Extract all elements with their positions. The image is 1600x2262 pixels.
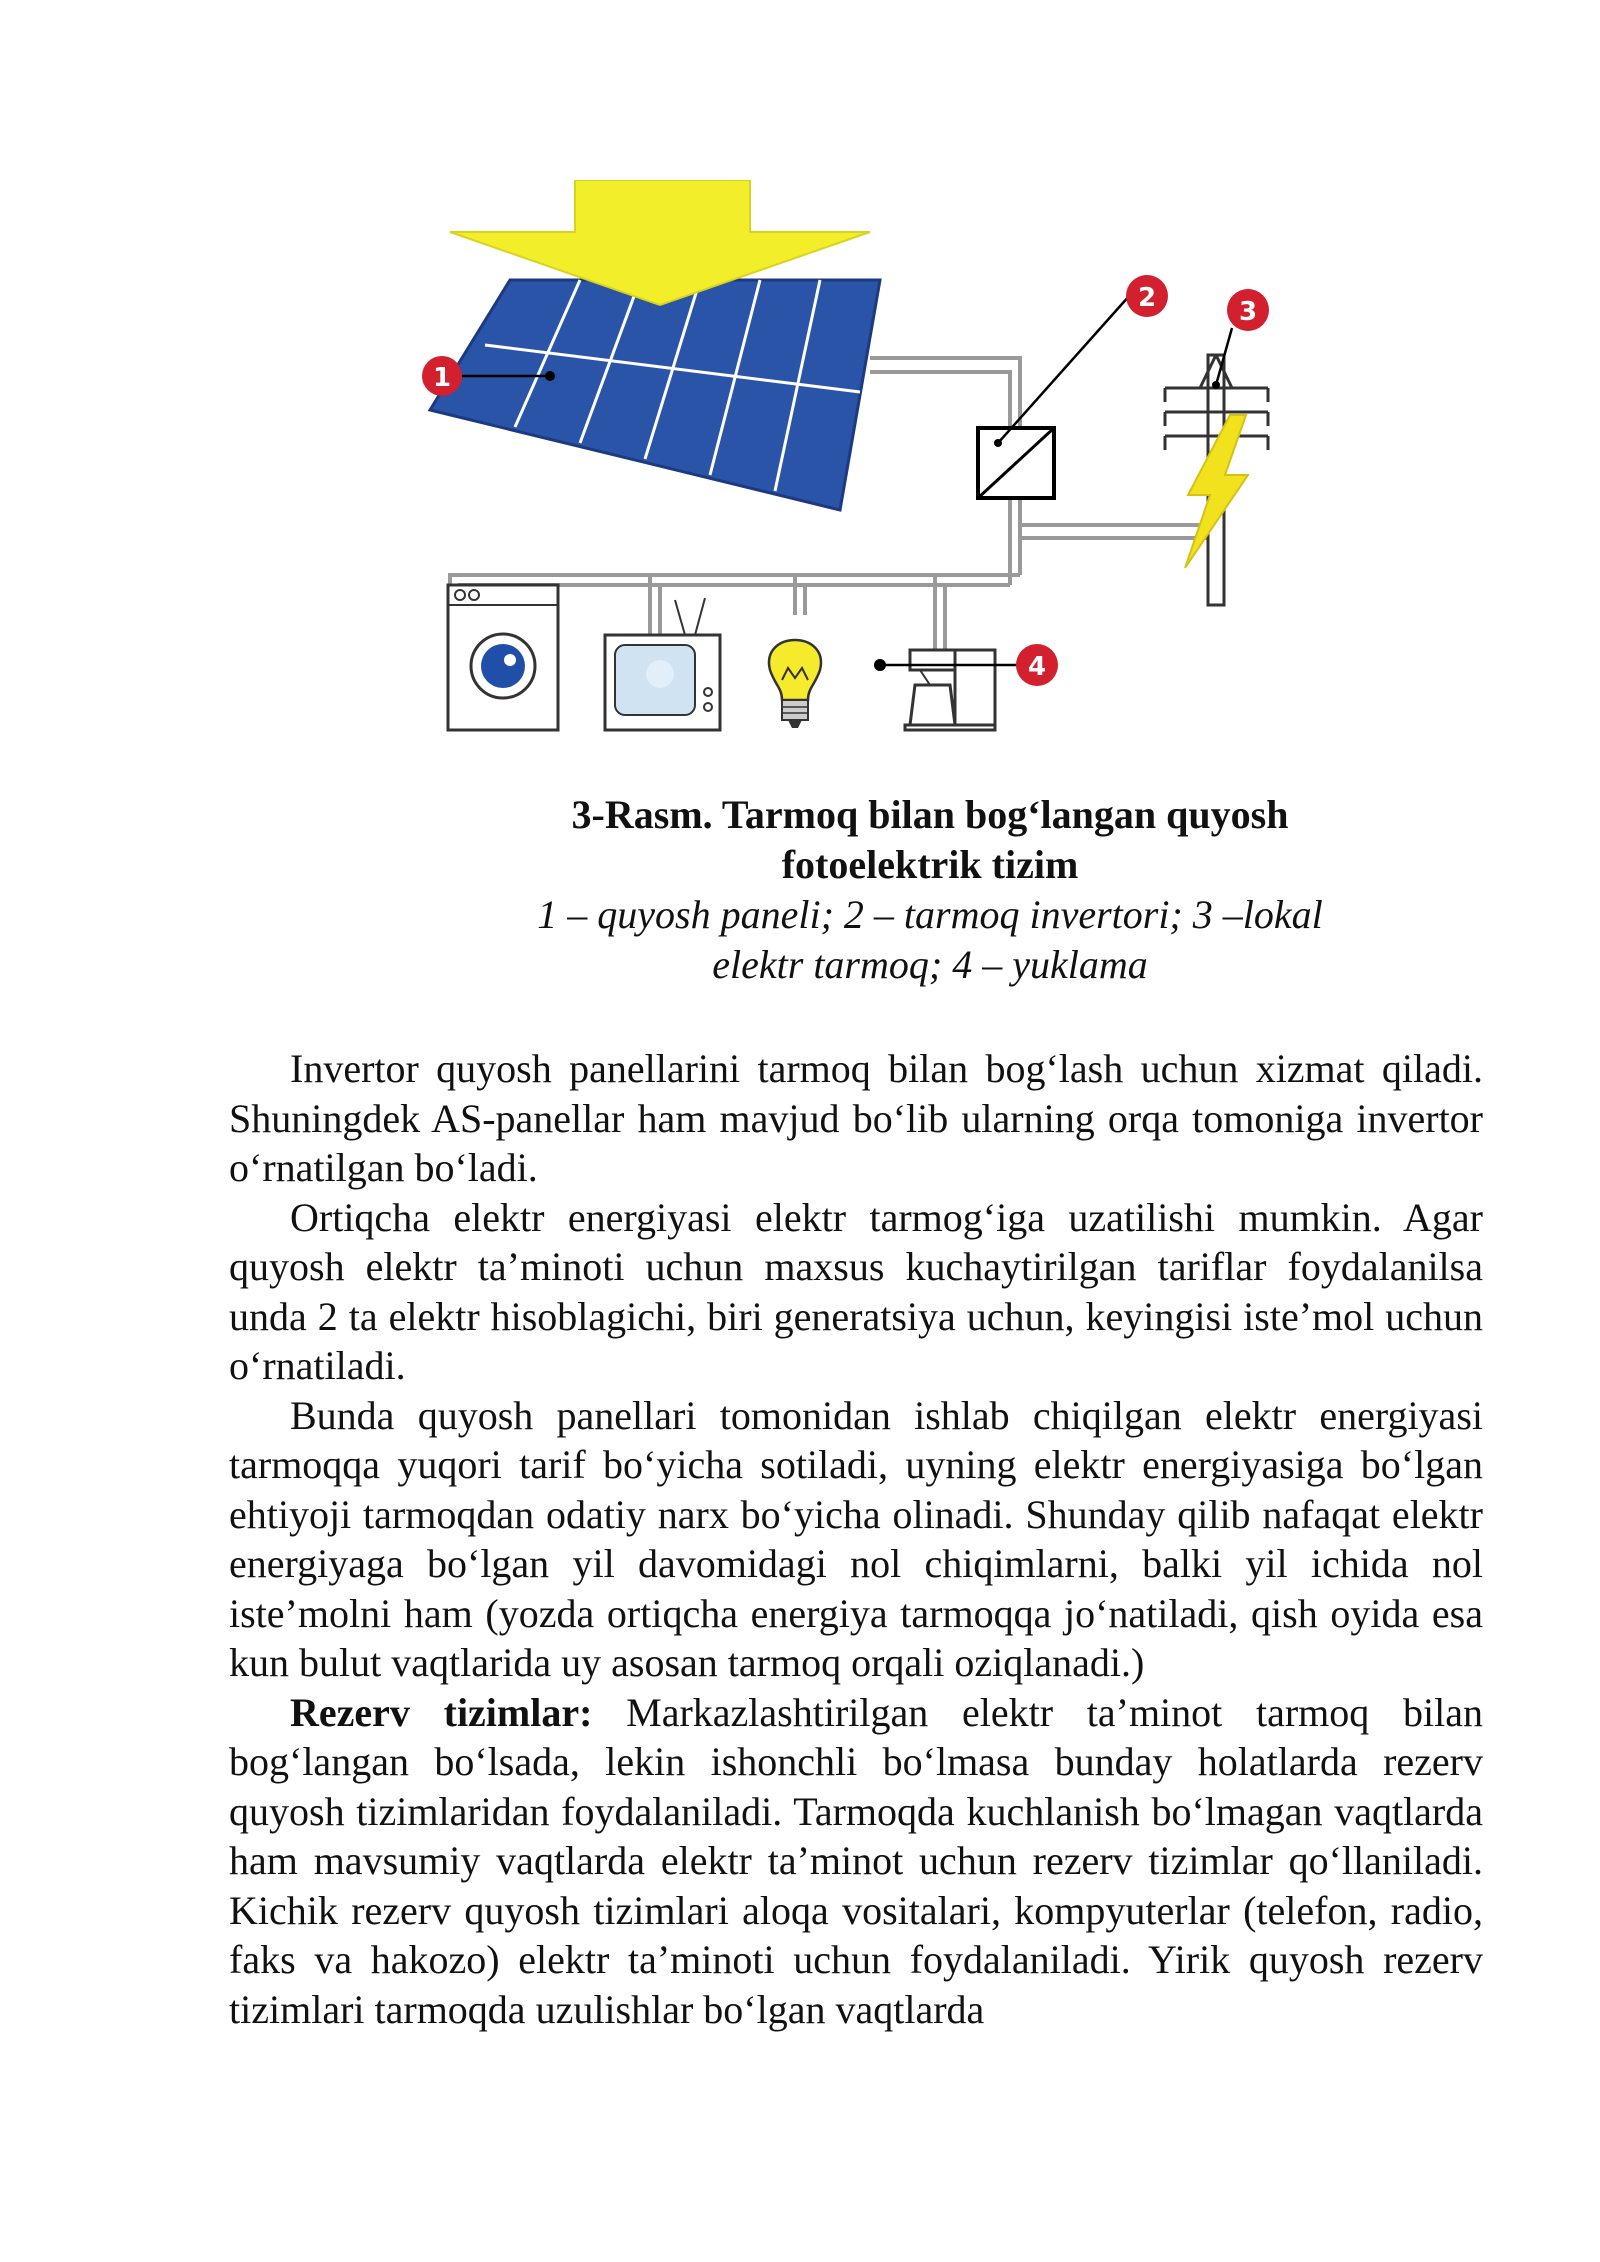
svg-text:3: 3 [1238, 297, 1258, 327]
coffee-maker-icon [905, 650, 995, 730]
body-text [229, 1044, 1483, 2034]
caption-legend-line-2: elektr tarmoq; 4 – yuklama [712, 942, 1148, 987]
solar-panel-icon [430, 280, 880, 510]
tv-icon [605, 598, 720, 730]
paragraph-3: Bunda quyosh panellari tomonidan ishlab chiqilgan elektr energiyasi tarmoqqa yuqori tarif bo‘yicha sotiladi, uyning elektr energiyasiga bo‘lgan ehtiyoji tarmoqdan odatiy narx bo‘yicha olinadi. Shunday qilib nafaqat elektr energiyaga bo‘lgan yil davomidagi nol chiqimlarni, balki yil ichida nol iste’molni ham (yozda ortiqcha energiya tarmoqqa jo‘natiladi, qish oyida esa kun bulut vaqtlarida uy asosan tarmoq orqali oziqlanadi.) [229, 1392, 1483, 1685]
washing-machine-icon [448, 585, 558, 730]
paragraph-4 [229, 1688, 1483, 2035]
svg-text:1: 1 [432, 363, 452, 393]
svg-text:2: 2 [1137, 283, 1157, 313]
paragraph-2: Ortiqcha elektr energiyasi elektr tarmog‘iga uzatilishi mumkin. Agar quyosh elektr ta’minoti uchun maxsus kuchaytirilgan tariflar foydalanilsa unda 2 ta elektr hisoblagichi, biri generatsiya uchun, keyingisi iste’mol uchun o‘rnatiladi. [229, 1194, 1483, 1388]
light-bulb-icon [769, 640, 821, 728]
caption-title-line-2: fotoelektrik tizim [781, 842, 1079, 887]
paragraph-4-text: Markazlashtirilgan elektr ta’minot tarmoq bilan bog‘langan bo‘lsada, lekin ishonchli bo‘lmasa bunday holatlarda rezerv quyosh tizimlaridan foydalaniladi. Tarmoqda kuchlanish bo‘lmagan vaqtlarda ham mavsumiy vaqtlarda elektr ta’minot uchun rezerv tizimlar qo‘llaniladi. Kichik rezerv quyosh tizimlari aloqa vositalari, kompyuterlar (telefon, radio, faks va hakozo) elektr ta’minoti uchun foydalaniladi. Yirik quyosh rezerv tizimlari tarmoqda uzulishlar bo‘lgan vaqtlarda [229, 1689, 1483, 2032]
caption-legend-line-1: 1 – quyosh paneli; 2 – tarmoq invertori; 3 –lokal [537, 892, 1323, 937]
grid-tied-solar-diagram [420, 180, 1300, 740]
caption-title-line-1: 3-Rasm. Tarmoq bilan bog‘langan quyosh [571, 792, 1289, 837]
inverter-icon [978, 428, 1054, 498]
marker-2 [998, 275, 1168, 443]
paragraph-1: Invertor quyosh panellarini tarmoq bilan bog‘lash uchun xizmat qiladi. Shuningdek AS-panellar ham mavjud bo‘lib ularning orqa tomoniga invertor o‘rnatilgan bo‘ladi. [229, 1046, 1483, 1190]
paragraph-4-lead: Rezerv tizimlar: [290, 1689, 593, 1735]
svg-text:4: 4 [1027, 652, 1047, 682]
figure-caption [480, 790, 1380, 990]
